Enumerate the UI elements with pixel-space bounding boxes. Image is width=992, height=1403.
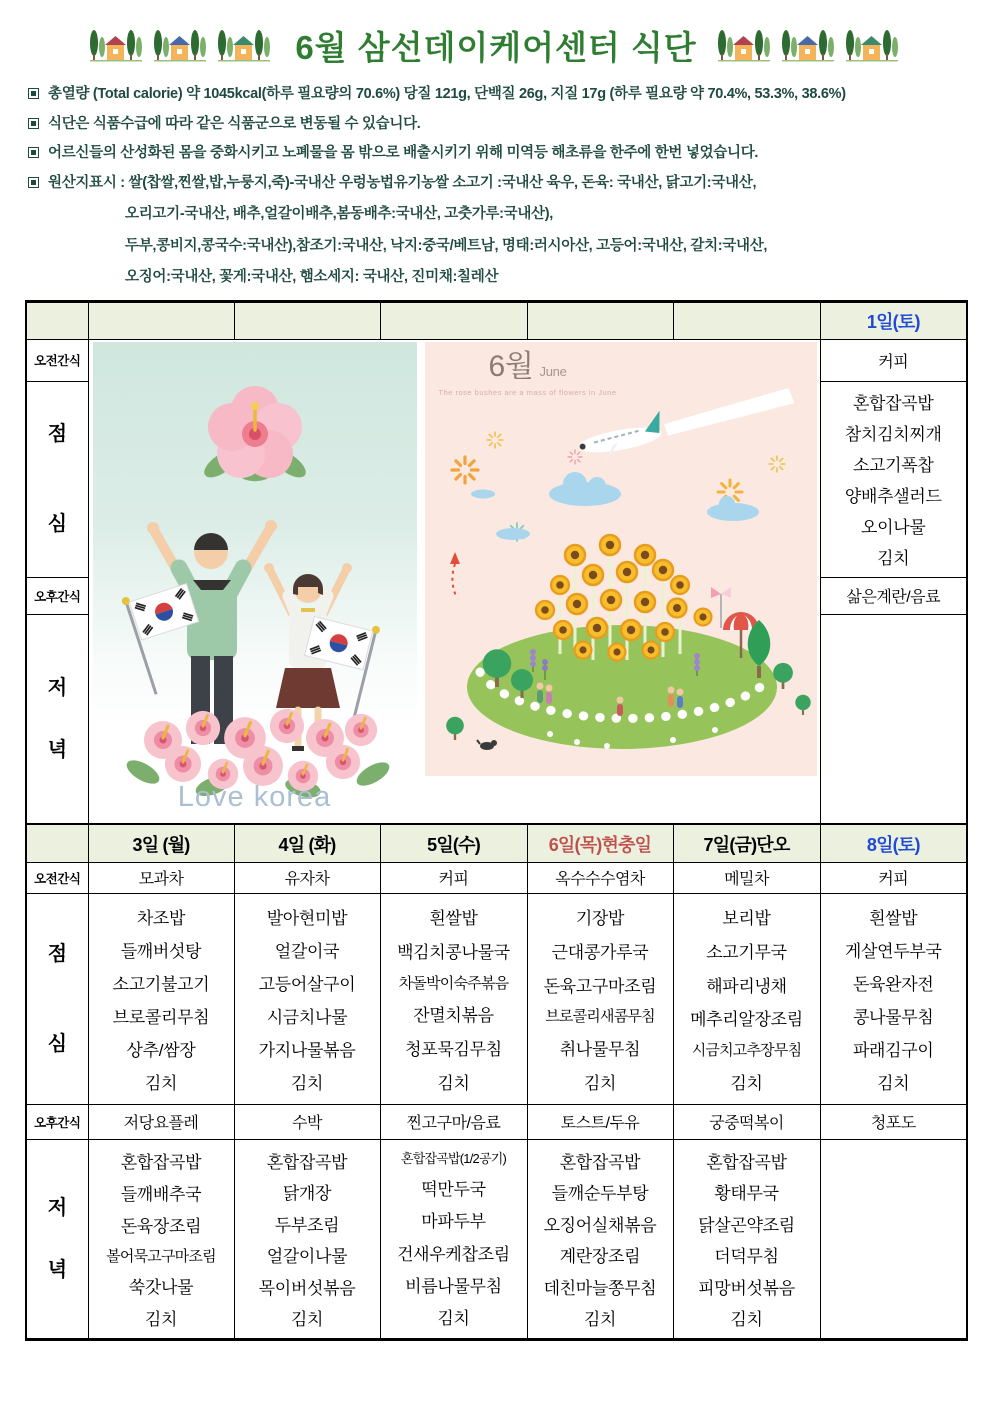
menu-item: 브로콜리새콤무침 bbox=[545, 1008, 655, 1026]
week2-lunch-cell bbox=[88, 893, 234, 1104]
house-tree-decoration-icon bbox=[89, 28, 275, 64]
origin-continued-line: 두부,콩비지,콩국수:국내산),참조기:국내산, 낙지:중국/베트남, 명태:러시아산, 고등어:국내산, 갈치:국내산, bbox=[125, 237, 768, 254]
menu-item: 흰쌀밥 bbox=[429, 909, 478, 929]
row-label-dinner: 저녁 bbox=[26, 1139, 88, 1339]
week2-dinner-row bbox=[26, 1139, 967, 1339]
menu-item: 김치 bbox=[290, 1310, 324, 1330]
day-header-jun1: 1일(토) bbox=[820, 301, 967, 339]
menu-item: 취나물무침 bbox=[559, 1039, 641, 1059]
header-empty-cell bbox=[26, 824, 88, 862]
week2-dinner-cell bbox=[527, 1139, 673, 1339]
menu-item: 목이버섯볶음 bbox=[258, 1278, 356, 1298]
menu-item: 들깨순두부탕 bbox=[551, 1184, 649, 1204]
menu-item: 돈육고구마조림 bbox=[543, 976, 657, 996]
menu-item: 김치 bbox=[583, 1073, 617, 1093]
june-title-block bbox=[438, 349, 617, 397]
house-tree-decoration-icon bbox=[717, 28, 903, 64]
bullet-icon bbox=[28, 88, 39, 99]
menu-item: 근대콩가루국 bbox=[551, 942, 649, 962]
firework-icon bbox=[568, 450, 582, 464]
menu-item: 소고기무국 bbox=[706, 942, 787, 962]
week2-morning-row bbox=[26, 862, 967, 893]
title-row bbox=[0, 0, 992, 69]
menu-item: 김치 bbox=[437, 1309, 470, 1329]
menu-item: 혼합잡곡밥 bbox=[266, 1152, 348, 1172]
header-empty-cell bbox=[527, 301, 673, 339]
week2-afternoon-snack-cell: 궁중떡복이 bbox=[673, 1104, 820, 1139]
note-text: 어르신들의 산성화된 몸을 중화시키고 노폐물을 몸 밖으로 배출시키기 위해 미역등 해초류을 한주에 한번 넣었습니다. bbox=[48, 145, 759, 162]
bullet-icon bbox=[28, 147, 39, 158]
note-line-origin bbox=[28, 174, 992, 194]
menu-item: 닭개장 bbox=[282, 1184, 332, 1204]
firework-icon bbox=[487, 432, 503, 448]
menu-item: 돈육장조림 bbox=[120, 1217, 202, 1237]
week2-lunch-cell bbox=[820, 893, 967, 1104]
menu-item: 김치 bbox=[437, 1073, 470, 1093]
week2-lunch-cell bbox=[380, 893, 527, 1104]
row-label-afternoon-snack: 오후간식 bbox=[26, 1104, 88, 1139]
week2-morning-snack-cell: 옥수수수염차 bbox=[527, 862, 673, 893]
menu-item: 피망버섯볶음 bbox=[698, 1278, 795, 1298]
week2-header-row bbox=[26, 824, 967, 862]
week2-morning-snack-cell: 메밀차 bbox=[673, 862, 820, 893]
menu-item: 돈육완자전 bbox=[852, 974, 934, 994]
dog-icon bbox=[477, 740, 497, 750]
menu-item: 브로콜리무침 bbox=[112, 1008, 210, 1027]
week2-afternoon-snack-cell: 토스트/두유 bbox=[527, 1104, 673, 1139]
header-empty-cell bbox=[26, 301, 88, 339]
menu-item: 해파리냉채 bbox=[706, 976, 787, 996]
menu-item: 메추리알장조림 bbox=[690, 1010, 803, 1030]
week2-dinner-cell bbox=[820, 1139, 967, 1339]
hibiscus-flower-icon bbox=[199, 386, 309, 483]
notes-section bbox=[28, 85, 992, 288]
week2-morning-snack-cell: 커피 bbox=[820, 862, 967, 893]
bullet-icon bbox=[28, 177, 39, 188]
week2-lunch-cell bbox=[234, 893, 380, 1104]
menu-item: 김치 bbox=[877, 549, 910, 569]
menu-item: 혼합잡곡밥 bbox=[852, 394, 934, 414]
menu-item: 오징어실채볶음 bbox=[543, 1215, 657, 1235]
menu-item: 데친마늘쫑무침 bbox=[543, 1278, 657, 1298]
menu-item: 혼합잡곡밥 bbox=[706, 1152, 787, 1172]
menu-item: 양배추샐러드 bbox=[844, 487, 942, 507]
menu-item: 김치 bbox=[144, 1309, 178, 1329]
menu-item: 콩나물무침 bbox=[852, 1008, 934, 1027]
day-header-jun4: 4일 (화) bbox=[234, 824, 380, 862]
menu-item: 상추/쌈장 bbox=[126, 1041, 196, 1061]
meal-plan-table bbox=[25, 300, 968, 1341]
kite-icon bbox=[450, 552, 460, 598]
june-month-label: 6월 bbox=[488, 349, 534, 383]
menu-item: 김치 bbox=[730, 1310, 763, 1330]
menu-item: 두부조림 bbox=[274, 1215, 340, 1235]
menu-item: 소고기불고기 bbox=[112, 974, 210, 994]
firework-icon bbox=[769, 456, 785, 472]
day-header-jun6: 6일(목)현충일 bbox=[527, 824, 673, 862]
menu-item: 쑥갓나물 bbox=[128, 1277, 194, 1297]
menu-item: 더덕무침 bbox=[714, 1247, 779, 1267]
origin-continued-line: 오리고기-국내산, 배추,얼갈이배추,봄동배추:국내산, 고춧가루:국내산), bbox=[125, 206, 554, 223]
day-header-jun8: 8일(토) bbox=[820, 824, 967, 862]
week2-morning-snack-cell: 커피 bbox=[380, 862, 527, 893]
menu-item: 들깨배추국 bbox=[120, 1185, 202, 1205]
row-label-lunch: 점심 bbox=[26, 893, 88, 1104]
love-korea-illustration bbox=[93, 342, 417, 824]
week2-dinner-cell bbox=[88, 1139, 234, 1339]
row-label-morning-snack: 오전간식 bbox=[26, 862, 88, 893]
menu-item: 백김치콩나물국 bbox=[397, 942, 510, 962]
firework-icon bbox=[452, 457, 478, 483]
tree-icon bbox=[795, 695, 810, 715]
june-tagline: The rose bushes are a mass of flowers in June bbox=[438, 387, 617, 397]
june-english-label: June bbox=[539, 363, 567, 379]
menu-item: 건새우케찹조림 bbox=[397, 1244, 510, 1264]
header-empty-cell bbox=[380, 301, 527, 339]
week2-morning-snack-cell: 모과차 bbox=[88, 862, 234, 893]
menu-item: 소고기폭찹 bbox=[852, 456, 934, 476]
tree-icon bbox=[446, 717, 464, 740]
june-illustration bbox=[425, 342, 817, 776]
menu-item: 얼갈이국 bbox=[274, 941, 340, 961]
airplane-icon bbox=[574, 387, 798, 469]
week1-header-row bbox=[26, 301, 967, 339]
day-header-jun5: 5일(수) bbox=[380, 824, 527, 862]
day-header-jun3: 3일 (월) bbox=[88, 824, 234, 862]
menu-item: 김치 bbox=[144, 1074, 178, 1094]
menu-item: 계란장조림 bbox=[559, 1247, 641, 1267]
menu-item: 김치 bbox=[877, 1074, 910, 1094]
week2-afternoon-snack-cell: 수박 bbox=[234, 1104, 380, 1139]
week2-dinner-cell bbox=[234, 1139, 380, 1339]
row-label-afternoon-snack: 오후간식 bbox=[26, 577, 88, 614]
menu-item: 볼어묵고구마조림 bbox=[106, 1247, 216, 1265]
row-label-morning-snack: 오전간식 bbox=[26, 339, 88, 381]
week2-afternoon-row bbox=[26, 1104, 967, 1139]
row-label-dinner: 저녁 bbox=[26, 614, 88, 824]
menu-item: 마파두부 bbox=[421, 1212, 486, 1232]
menu-item: 기장밥 bbox=[575, 909, 625, 929]
week2-morning-snack-cell: 유자차 bbox=[234, 862, 380, 893]
origin-continued-line: 오징어:국내산, 꽃게:국내산, 햄소세지: 국내산, 진미채:칠레산 bbox=[125, 269, 499, 286]
week1-morning-row bbox=[26, 339, 967, 381]
menu-item: 파래김구이 bbox=[852, 1041, 934, 1061]
menu-item: 가지나물볶음 bbox=[258, 1041, 356, 1061]
menu-item: 얼갈이나물 bbox=[266, 1247, 348, 1267]
menu-item: 잔멸치볶음 bbox=[413, 1006, 494, 1026]
day-header-jun7: 7일(금)단오 bbox=[673, 824, 820, 862]
week2-afternoon-snack-cell: 찐고구마/음료 bbox=[380, 1104, 527, 1139]
note-line bbox=[28, 144, 992, 164]
menu-item: 흰쌀밥 bbox=[869, 908, 918, 928]
week2-dinner-cell bbox=[380, 1139, 527, 1339]
note-text: 원산지표시 : 쌀(찹쌀,찐쌀,밥,누룽지,죽)-국내산 우렁농법유기농쌀 소고기 :국내산 육우, 돈육: 국내산, 닭고기:국내산, bbox=[48, 174, 757, 191]
week2-lunch-cell bbox=[673, 893, 820, 1104]
menu-item: 비름나물무침 bbox=[405, 1277, 502, 1297]
bullet-icon bbox=[28, 118, 39, 129]
week2-dinner-cell bbox=[673, 1139, 820, 1339]
menu-item: 발아현미밥 bbox=[266, 908, 348, 928]
header-empty-cell bbox=[673, 301, 820, 339]
menu-item: 황태무국 bbox=[714, 1184, 779, 1204]
menu-item: 시금치고추장무침 bbox=[691, 1041, 802, 1059]
note-line bbox=[28, 115, 992, 135]
menu-item: 게살연두부국 bbox=[844, 941, 942, 961]
note-text: 총열량 (Total calorie) 약 1045kcal(하루 필요량의 70.6%) 당질 121g, 단백질 26g, 지질 17g (하루 필요량 약 70.4%, 53.3%, 38.6%) bbox=[48, 86, 846, 102]
menu-item: 혼합잡곡밥 bbox=[120, 1153, 202, 1173]
love-korea-caption: Love korea bbox=[177, 780, 332, 813]
illustration-cell bbox=[88, 339, 820, 824]
menu-item: 들깨버섯탕 bbox=[120, 941, 202, 961]
menu-item: 떡만두국 bbox=[421, 1179, 486, 1199]
note-line bbox=[28, 85, 992, 105]
week1-dinner-cell bbox=[820, 614, 967, 824]
menu-item: 김치 bbox=[583, 1310, 617, 1330]
menu-item: 참치김치찌개 bbox=[844, 425, 942, 445]
week1-lunch-cell bbox=[820, 381, 967, 577]
week1-morning-snack-cell: 커피 bbox=[820, 339, 967, 381]
note-text: 식단은 식품수급에 따라 같은 식품군으로 변동될 수 있습니다. bbox=[48, 115, 421, 132]
header-empty-cell bbox=[88, 301, 234, 339]
garden bbox=[467, 535, 777, 749]
menu-item: 고등어살구이 bbox=[258, 974, 356, 994]
menu-item: 차조밥 bbox=[136, 908, 186, 928]
header-empty-cell bbox=[234, 301, 380, 339]
row-label-lunch: 점심 bbox=[26, 381, 88, 577]
page-title: 6월 삼선데이케어센터 식단 bbox=[295, 29, 697, 66]
menu-item: 보리밥 bbox=[722, 909, 771, 929]
menu-item: 혼합잡곡밥(1/2공기) bbox=[400, 1151, 507, 1167]
menu-item: 오이나물 bbox=[861, 518, 926, 538]
menu-item: 차돌박이숙주볶음 bbox=[398, 974, 509, 992]
week2-afternoon-snack-cell: 청포도 bbox=[820, 1104, 967, 1139]
week2-afternoon-snack-cell: 저당요플레 bbox=[88, 1104, 234, 1139]
week1-afternoon-snack-cell: 삶은계란/음료 bbox=[820, 577, 967, 614]
menu-item: 김치 bbox=[730, 1073, 763, 1093]
week2-lunch-row bbox=[26, 893, 967, 1104]
cloud-icon bbox=[471, 472, 759, 540]
menu-item: 김치 bbox=[290, 1074, 324, 1094]
menu-item: 시금치나물 bbox=[266, 1008, 348, 1027]
menu-item: 혼합잡곡밥 bbox=[559, 1152, 641, 1172]
menu-item: 청포묵김무침 bbox=[405, 1039, 502, 1059]
menu-item: 닭살곤약조림 bbox=[698, 1215, 795, 1235]
week2-lunch-cell bbox=[527, 893, 673, 1104]
